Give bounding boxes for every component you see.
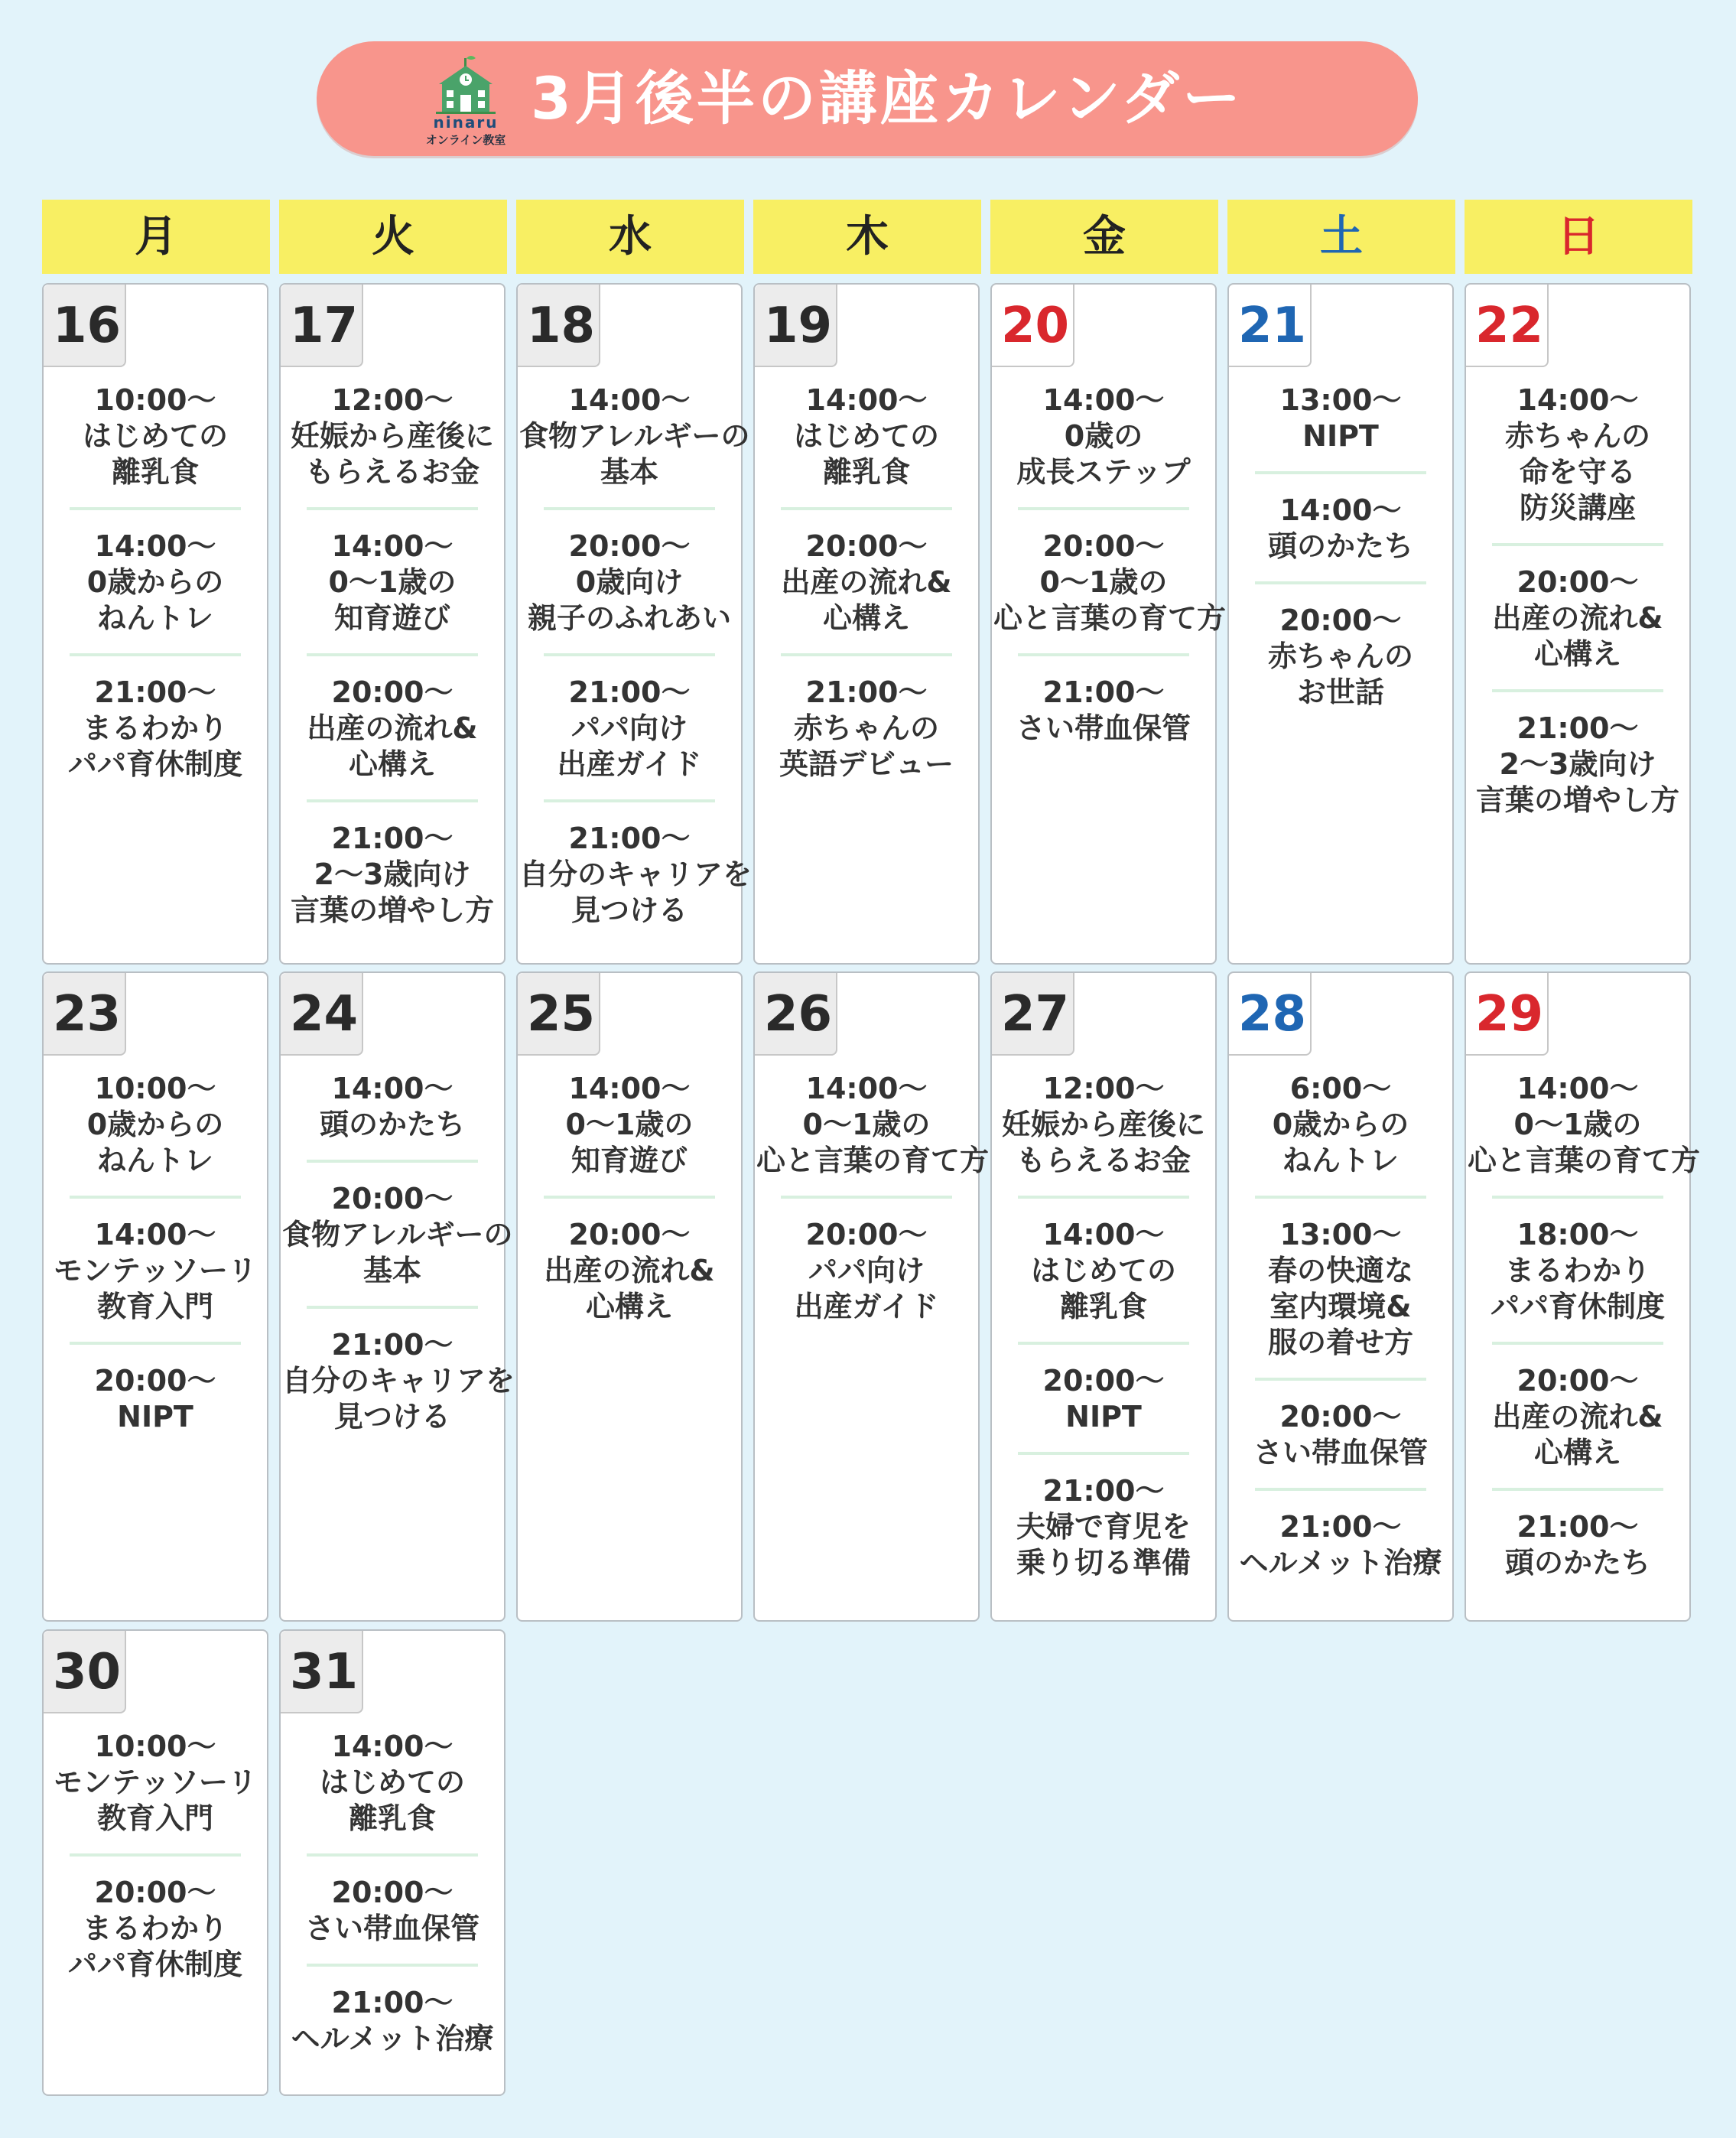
event-item — [992, 675, 1215, 747]
event-divider — [1018, 653, 1189, 656]
event-title-line: 0歳からの — [86, 1108, 224, 1141]
event-item — [1229, 603, 1452, 711]
event-time: 12:00〜 — [331, 383, 454, 417]
day-cell-29 — [1465, 971, 1701, 1622]
event-item — [44, 529, 267, 636]
event-title-line: NIPT — [1302, 419, 1379, 453]
event-title-line: 出産の流れ& — [544, 1254, 715, 1287]
event-divider — [1018, 507, 1189, 510]
event-divider — [1018, 1452, 1189, 1455]
day-cell-31 — [279, 1629, 506, 2096]
event-item — [1466, 1363, 1689, 1471]
event-item — [1229, 1071, 1452, 1179]
event-title-line: 0歳向け — [575, 565, 684, 599]
event-title-line: ヘルメット治療 — [1239, 1546, 1442, 1580]
event-title-line: 食物アレルギーの — [519, 419, 750, 453]
day-number: 26 — [755, 973, 837, 1056]
event-divider — [307, 507, 478, 510]
event-title-line: 春の快適な — [1267, 1254, 1413, 1287]
event-item — [992, 1473, 1215, 1581]
event-time: 21:00〜 — [1279, 1510, 1402, 1544]
event-list — [755, 1071, 990, 1325]
event-divider — [307, 653, 478, 656]
event-item — [1229, 1509, 1452, 1581]
event-list — [281, 1071, 515, 1435]
event-title-line: 自分のキャリアを — [519, 857, 753, 891]
event-item — [755, 529, 978, 636]
event-title-line: 0〜1歳の — [802, 1108, 931, 1141]
event-divider — [70, 1853, 241, 1857]
event-title-line: まるわかり — [82, 711, 228, 745]
event-title-line: 教育入門 — [96, 1801, 213, 1835]
logo-subtitle: オンライン教室 — [425, 133, 506, 147]
event-item — [755, 382, 978, 490]
event-item — [1229, 493, 1452, 565]
event-title-line: パパ向け — [808, 1254, 925, 1287]
event-title-line: はじめての — [1030, 1254, 1176, 1287]
day-cell-16 — [42, 283, 268, 965]
event-divider — [544, 653, 715, 656]
event-time: 13:00〜 — [1279, 1218, 1402, 1251]
event-title-line: 知育遊び — [333, 601, 450, 635]
event-title-line: 乗り切る準備 — [1016, 1546, 1191, 1580]
day-cell-23 — [42, 971, 268, 1622]
event-title-line: 英語デビュー — [779, 747, 954, 781]
event-title-line: ねんトレ — [96, 601, 213, 635]
weekday-wednesday: 水 — [516, 200, 744, 274]
event-title-line: 食物アレルギーの — [282, 1218, 513, 1251]
event-item — [44, 675, 267, 783]
event-time: 20:00〜 — [568, 1218, 691, 1251]
event-time: 14:00〜 — [805, 1072, 928, 1105]
event-item — [1229, 382, 1452, 454]
event-item — [1229, 1217, 1452, 1361]
event-divider — [1018, 1196, 1189, 1199]
event-title-line: 命を守る — [1519, 455, 1636, 489]
event-title-line: 基本 — [600, 455, 658, 489]
event-item — [281, 675, 504, 783]
event-title-line: 見つける — [571, 893, 688, 927]
event-title-line: 心構え — [1533, 637, 1621, 671]
event-item — [755, 675, 978, 783]
event-title-line: もらえるお金 — [1016, 1144, 1191, 1177]
event-title-line: ヘルメット治療 — [291, 2022, 494, 2055]
event-item — [281, 1071, 504, 1143]
event-divider — [70, 507, 241, 510]
day-number: 22 — [1466, 285, 1549, 367]
event-time: 20:00〜 — [331, 1182, 454, 1215]
event-title-line: モンテッソーリ — [53, 1765, 257, 1799]
event-title-line: 妊娠から産後に — [290, 419, 494, 453]
event-list — [755, 382, 978, 783]
event-item — [755, 1071, 990, 1179]
day-cell-22 — [1465, 283, 1691, 965]
event-list — [44, 382, 267, 783]
event-title-line: 出産の流れ& — [781, 565, 952, 599]
event-title-line: 頭のかたち — [1267, 529, 1413, 563]
weekday-friday: 金 — [990, 200, 1218, 274]
event-title-line: 基本 — [362, 1254, 421, 1287]
event-title-line: パパ育休制度 — [1490, 1290, 1665, 1323]
event-divider — [1255, 1488, 1426, 1491]
event-item — [1466, 1071, 1701, 1179]
day-number: 16 — [44, 285, 126, 367]
event-divider — [307, 799, 478, 802]
event-title-line: 自分のキャリアを — [282, 1364, 515, 1398]
event-title-line: はじめての — [82, 419, 228, 453]
event-time: 21:00〜 — [94, 675, 216, 709]
event-time: 20:00〜 — [331, 675, 454, 709]
event-item — [518, 821, 753, 929]
event-time: 20:00〜 — [1042, 529, 1165, 563]
event-title-line: モンテッソーリ — [53, 1254, 257, 1287]
event-item — [992, 382, 1215, 490]
event-time: 14:00〜 — [1042, 383, 1165, 417]
event-title-line: 心と言葉の育て方 — [756, 1144, 990, 1177]
event-title-line: 見つける — [333, 1400, 450, 1433]
event-title-line: 0歳の — [1064, 419, 1143, 453]
event-divider — [307, 1853, 478, 1857]
event-title-line: 離乳食 — [1059, 1290, 1147, 1323]
event-divider — [1018, 1342, 1189, 1345]
event-time: 14:00〜 — [1517, 1072, 1639, 1105]
event-time: 6:00〜 — [1289, 1072, 1392, 1105]
event-time: 20:00〜 — [1517, 1364, 1639, 1398]
event-item — [281, 382, 504, 490]
event-divider — [781, 1196, 952, 1199]
event-title-line: 言葉の増やし方 — [290, 893, 494, 927]
event-title-line: 0〜1歳の — [1039, 565, 1168, 599]
event-title-line: 親子のふれあい — [527, 601, 731, 635]
event-title-line: お世話 — [1296, 675, 1384, 709]
event-item — [281, 1729, 504, 1837]
event-title-line: 離乳食 — [111, 455, 199, 489]
event-item — [1466, 1509, 1689, 1581]
event-time: 20:00〜 — [1279, 604, 1402, 637]
event-list — [281, 382, 504, 929]
event-divider — [307, 1964, 478, 1967]
event-divider — [781, 507, 952, 510]
event-title-line: 離乳食 — [348, 1801, 436, 1835]
event-title-line: まるわかり — [82, 1912, 228, 1945]
event-time: 21:00〜 — [805, 675, 928, 709]
event-time: 14:00〜 — [331, 1072, 454, 1105]
event-time: 21:00〜 — [568, 675, 691, 709]
event-title-line: まるわかり — [1504, 1254, 1650, 1287]
event-title-line: 赤ちゃんの — [793, 711, 939, 745]
event-divider — [70, 1196, 241, 1199]
event-time: 14:00〜 — [1042, 1218, 1165, 1251]
event-title-line: 防災講座 — [1519, 491, 1636, 525]
event-title-line: NIPT — [117, 1400, 193, 1433]
day-number: 28 — [1229, 973, 1312, 1056]
day-cell-28 — [1227, 971, 1454, 1622]
event-title-line: はじめての — [793, 419, 939, 453]
event-item — [992, 529, 1227, 636]
event-title-line: さい帯血保管 — [304, 1912, 480, 1945]
day-cell-24 — [279, 971, 515, 1622]
event-time: 20:00〜 — [94, 1364, 216, 1398]
event-title-line: 出産の流れ& — [1492, 1400, 1663, 1433]
weekday-sunday: 日 — [1465, 200, 1692, 274]
event-title-line: もらえるお金 — [304, 455, 480, 489]
event-divider — [1255, 471, 1426, 474]
event-title-line: 教育入門 — [96, 1290, 213, 1323]
event-time: 20:00〜 — [94, 1876, 216, 1909]
event-item — [281, 821, 504, 929]
event-divider — [1255, 581, 1426, 584]
ninaru-logo — [416, 54, 515, 148]
event-time: 21:00〜 — [1042, 675, 1165, 709]
event-title-line: 0〜1歳の — [1513, 1108, 1642, 1141]
event-title-line: 心構え — [585, 1290, 673, 1323]
day-cell-21 — [1227, 283, 1454, 965]
day-number: 31 — [281, 1631, 363, 1713]
event-divider — [70, 1342, 241, 1345]
event-item — [518, 1071, 741, 1179]
event-title-line: はじめての — [319, 1765, 465, 1799]
event-time: 14:00〜 — [94, 1218, 216, 1251]
event-title-line: 心構え — [1533, 1436, 1621, 1469]
event-time: 21:00〜 — [568, 822, 691, 855]
event-time: 14:00〜 — [568, 1072, 691, 1105]
event-title-line: 0歳からの — [86, 565, 224, 599]
event-title-line: 知育遊び — [571, 1144, 688, 1177]
event-divider — [307, 1306, 478, 1309]
day-cell-17 — [279, 283, 506, 965]
event-title-line: 離乳食 — [822, 455, 910, 489]
event-title-line: 頭のかたち — [319, 1108, 465, 1141]
day-number: 20 — [992, 285, 1074, 367]
school-icon — [416, 54, 515, 115]
event-time: 21:00〜 — [1042, 1474, 1165, 1508]
event-item — [992, 1217, 1215, 1325]
day-cell-19 — [753, 283, 980, 965]
event-divider — [1492, 543, 1663, 546]
day-number: 18 — [518, 285, 600, 367]
event-title-line: 2〜3歳向け — [314, 857, 471, 891]
day-number: 19 — [755, 285, 837, 367]
event-title-line: 赤ちゃんの — [1267, 639, 1413, 673]
event-title-line: NIPT — [1065, 1400, 1142, 1433]
event-divider — [1492, 689, 1663, 692]
event-item — [992, 1363, 1215, 1435]
event-item — [281, 1327, 515, 1435]
event-item — [44, 1071, 267, 1179]
event-title-line: 心構え — [348, 747, 436, 781]
event-time: 14:00〜 — [1517, 383, 1639, 417]
event-time: 20:00〜 — [1042, 1364, 1165, 1398]
event-divider — [307, 1160, 478, 1163]
event-time: 13:00〜 — [1279, 383, 1402, 417]
event-list — [1466, 382, 1689, 818]
event-list — [1229, 1071, 1452, 1581]
event-title-line: 2〜3歳向け — [1499, 747, 1656, 781]
event-item — [1466, 565, 1689, 672]
event-divider — [544, 1196, 715, 1199]
event-item — [518, 1217, 741, 1325]
event-divider — [1492, 1342, 1663, 1345]
event-list — [1466, 1071, 1701, 1581]
event-list — [518, 382, 753, 929]
event-list — [44, 1729, 267, 1983]
event-item — [44, 1363, 267, 1435]
event-time: 10:00〜 — [94, 1730, 216, 1763]
event-time: 20:00〜 — [331, 1876, 454, 1909]
event-divider — [1255, 1196, 1426, 1199]
event-time: 14:00〜 — [94, 529, 216, 563]
event-time: 20:00〜 — [1279, 1400, 1402, 1433]
weekday-saturday: 土 — [1227, 200, 1455, 274]
event-title-line: 出産ガイド — [794, 1290, 939, 1323]
event-title-line: さい帯血保管 — [1253, 1436, 1428, 1469]
event-time: 20:00〜 — [805, 529, 928, 563]
event-item — [44, 1875, 267, 1983]
event-item — [281, 1181, 513, 1289]
day-number: 17 — [281, 285, 363, 367]
event-item — [44, 382, 267, 490]
logo-wordmark: ninaru — [433, 113, 499, 132]
event-divider — [1492, 1488, 1663, 1491]
event-title-line: ねんトレ — [96, 1144, 213, 1177]
event-time: 20:00〜 — [568, 529, 691, 563]
event-title-line: 服の着せ方 — [1267, 1326, 1413, 1359]
event-item — [281, 1985, 504, 2057]
event-item — [518, 675, 741, 783]
event-time: 18:00〜 — [1517, 1218, 1639, 1251]
page-title: 3月後半の講座カレンダー — [531, 64, 1243, 132]
event-item — [992, 1071, 1215, 1179]
event-divider — [1492, 1196, 1663, 1199]
event-title-line: 室内環境& — [1269, 1290, 1412, 1323]
event-title-line: さい帯血保管 — [1016, 711, 1191, 745]
day-number: 29 — [1466, 973, 1549, 1056]
day-cell-25 — [516, 971, 743, 1622]
event-time: 14:00〜 — [805, 383, 928, 417]
event-time: 14:00〜 — [331, 1730, 454, 1763]
day-number: 23 — [44, 973, 126, 1056]
event-item — [44, 1729, 267, 1837]
day-number: 21 — [1229, 285, 1312, 367]
event-divider — [544, 507, 715, 510]
event-title-line: 心構え — [822, 601, 910, 635]
event-item — [44, 1217, 267, 1325]
event-title-line: 言葉の増やし方 — [1475, 783, 1679, 817]
event-title-line: 心と言葉の育て方 — [1468, 1144, 1701, 1177]
event-list — [992, 1071, 1215, 1581]
event-time: 10:00〜 — [94, 383, 216, 417]
event-item — [1466, 711, 1689, 818]
event-title-line: 妊娠から産後に — [1001, 1108, 1205, 1141]
event-time: 12:00〜 — [1042, 1072, 1165, 1105]
event-item — [1466, 382, 1689, 526]
event-list — [281, 1729, 504, 2057]
event-title-line: パパ向け — [571, 711, 688, 745]
event-title-line: 夫婦で育児を — [1016, 1510, 1191, 1544]
event-time: 21:00〜 — [1517, 711, 1639, 745]
event-list — [518, 1071, 741, 1325]
title-banner — [317, 41, 1418, 156]
event-time: 14:00〜 — [568, 383, 691, 417]
event-time: 10:00〜 — [94, 1072, 216, 1105]
event-time: 21:00〜 — [331, 822, 454, 855]
event-time: 14:00〜 — [1279, 493, 1402, 527]
day-cell-27 — [990, 971, 1217, 1622]
event-list — [44, 1071, 267, 1435]
event-time: 21:00〜 — [331, 1328, 454, 1362]
event-title-line: 頭のかたち — [1504, 1546, 1650, 1580]
day-cell-20 — [990, 283, 1227, 965]
day-number: 30 — [44, 1631, 126, 1713]
event-title-line: 赤ちゃんの — [1504, 419, 1650, 453]
day-cell-30 — [42, 1629, 268, 2096]
event-time: 21:00〜 — [1517, 1510, 1639, 1544]
event-title-line: パパ育休制度 — [67, 1948, 242, 1981]
day-number: 27 — [992, 973, 1074, 1056]
event-item — [518, 529, 741, 636]
day-number: 24 — [281, 973, 363, 1056]
event-title-line: 出産の流れ& — [307, 711, 478, 745]
weekday-tuesday: 火 — [279, 200, 507, 274]
weekday-monday: 月 — [42, 200, 270, 274]
event-item — [1466, 1217, 1689, 1325]
event-title-line: 出産の流れ& — [1492, 601, 1663, 635]
event-divider — [70, 653, 241, 656]
event-item — [281, 1875, 504, 1947]
event-title-line: 成長ステップ — [1016, 455, 1191, 489]
weekday-thursday: 木 — [753, 200, 981, 274]
event-divider — [544, 799, 715, 802]
event-item — [281, 529, 504, 636]
event-list — [1229, 382, 1452, 711]
event-title-line: 0〜1歳の — [328, 565, 457, 599]
event-time: 21:00〜 — [331, 1986, 454, 2019]
event-title-line: 0〜1歳の — [565, 1108, 694, 1141]
day-number: 25 — [518, 973, 600, 1056]
event-divider — [781, 653, 952, 656]
event-title-line: 心と言葉の育て方 — [993, 601, 1227, 635]
event-title-line: ねんトレ — [1282, 1144, 1399, 1177]
event-item — [1229, 1399, 1452, 1471]
event-title-line: 出産ガイド — [557, 747, 702, 781]
event-time: 20:00〜 — [805, 1218, 928, 1251]
event-item — [518, 382, 750, 490]
event-title-line: 0歳からの — [1272, 1108, 1409, 1141]
event-time: 20:00〜 — [1517, 565, 1639, 599]
event-title-line: パパ育休制度 — [67, 747, 242, 781]
event-time: 14:00〜 — [331, 529, 454, 563]
event-item — [755, 1217, 978, 1325]
day-cell-26 — [753, 971, 990, 1622]
event-list — [992, 382, 1227, 747]
event-divider — [1255, 1378, 1426, 1381]
day-cell-18 — [516, 283, 753, 965]
